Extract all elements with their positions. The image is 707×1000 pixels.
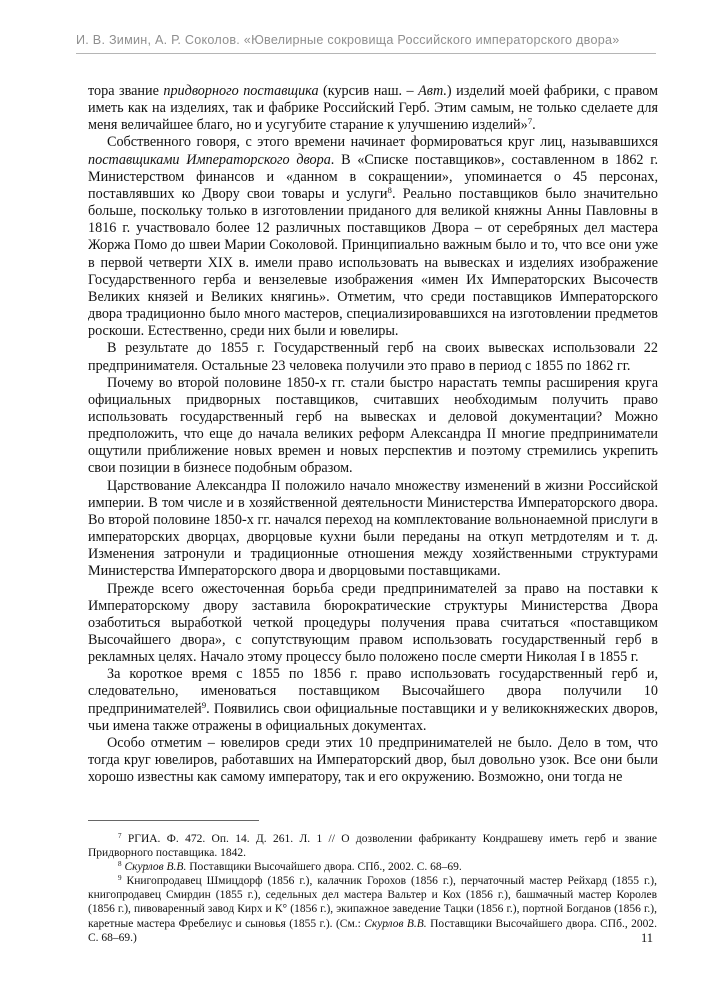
footnote-number: 9 (118, 874, 122, 883)
page-number: 11 (641, 931, 654, 945)
paragraph-6: Прежде всего ожесточенная борьба среди предпринимателей за право на поставки к Императорскому двору заставила бюрократические структуры Министерства Двора озаботиться выработкой четкой процедуры получения права считаться «поставщиком Высочайшего двора», с сопутствующим правом использовать государственный герб в рекламных целях. Начало этому процессу было положено после смерти Николая I в 1855 г. (88, 580, 658, 666)
text-run: . Появились свои официальные поставщики и у великокняжеских дворов, чьи имена также отражены в официальных документах. (88, 700, 658, 734)
footnote-text: Книгопродавец Шмицдорф (1856 г.), калачник Горохов (1856 г.), перчаточный мастер Рейхард (1855 г.), книгопродавец Смирдин (1855 г.), седельных дел мастера Вальтер и Кох (1856 г.), башмачный мастер Королев (1856 г.), пивоваренный завод Кирх и К° (1856 г.), экипажное заведение Тацки (1856 г.), портной Богданов (1856 г.), каретные мастера Фребелиус и сыновья (1855 г.). (См.: (88, 875, 657, 930)
footnote-number: 7 (118, 832, 122, 841)
paragraph-5: Царствование Александра II положило начало множеству изменений в жизни Российской империи. В том числе и в хозяйственной деятельности Министерства Императорского двора. Во второй половине 1850-х гг. начался переход на комплектование вольнонаемной прислуги в императорских дворцах, дворцовые кухни были переданы на откуп метрдотелям и т. д. Изменения затронули и традиционные отношения между хозяйственными структурами Министерства Императорского двора и дворцовыми поставщиками. (88, 477, 658, 580)
footnote-ref-7[interactable]: 7 (527, 116, 533, 127)
footnote-author: Скурлов В.В. (364, 917, 427, 930)
text-run: . В «Списке поставщиков», составленном в 1862 г. Министерством финансов и «данном в сокращении», упоминается о 45 персонах, поставлявших ко Двору свои товары и услуги (88, 151, 659, 202)
footnote-number: 8 (118, 860, 122, 869)
footnote-text: Поставщики Высочайшего двора. СПб., 2002. С. 68–69.) (88, 917, 658, 944)
text-run: . (532, 117, 536, 134)
footnote-ref-8[interactable]: 8 (387, 185, 392, 196)
text-run: . Реально поставщиков было значительно больше, поскольку только в изготовлении приданого для великой княжны Анны Павловны в 1816 г. участвовало более 12 различных поставщиков Двора – от серебряных дел мастера Жоржа Помо до швеи Марии Соколовой. Принципиально важным было и то, что все они уже в первой четверти XIX в. имели право использовать на вывесках и изделиях изображение Государственного герба и вензелевые изображения «имен Их Императорских Высочеств Великих князей и Великих княгинь». Отметим, что среди поставщиков Императорского двора традиционно было много мастеров, специализировавшихся на изготовлении предметов роскоши. Естественно, среди них были и ювелиры. (88, 185, 658, 340)
paragraph-1 (88, 83, 658, 134)
footnote-8 (88, 860, 657, 874)
text-run: Собственного говоря, с этого времени начинает формироваться круг лиц, называвшихся (107, 134, 658, 151)
text-run: тора звание (88, 83, 164, 99)
italic-term: поставщиками Императорского двора (88, 151, 331, 168)
italic-term: придворного поставщика (163, 83, 319, 99)
footnote-9 (88, 874, 657, 944)
footnote-7 (88, 832, 657, 860)
italic-author-note: Авт. (418, 83, 447, 99)
footnote-text: Поставщики Высочайшего двора. СПб., 2002. С. 68–69. (186, 861, 462, 874)
header-rule (76, 53, 656, 54)
text-run: (курсив наш. – (318, 83, 419, 99)
text-run: За короткое время с 1855 по 1856 г. право использовать государственный герб и, следовательно, именоваться поставщиком Высочайшего двора получили 10 предпринимателей (88, 666, 658, 717)
main-text (88, 83, 658, 786)
paragraph-2 (88, 134, 658, 340)
footnote-author: Скурлов В.В. (124, 861, 187, 874)
footnote-text: РГИА. Ф. 472. Оп. 14. Д. 261. Л. 1 // О дозволении фабриканту Кондрашеву иметь герб и звание Придворного поставщика. 1842. (88, 833, 657, 860)
text-run: ) изделий моей фабрики, с правом иметь как на изделиях, так и фабрике Российский Герб. Этим самым, не только сделаете для меня величайшее благо, но и усугубите старание к улучшению изделий» (88, 83, 658, 134)
footnotes (88, 832, 657, 945)
paragraph-7 (88, 666, 658, 735)
paragraph-3: В результате до 1855 г. Государственный герб на своих вывесках использовали 22 предпринимателя. Остальные 23 человека получили это право в период с 1855 по 1862 гг. (88, 340, 658, 374)
paragraph-4: Почему во второй половине 1850-х гг. стали быстро нарастать темпы расширения круга официальных придворных поставщиков, считавших необходимым получить право использовать государственный герб на вывесках и деловой документации? Можно предположить, что еще до начала великих реформ Александра II многие предприниматели ощутили приближение новых времен и новых перспектив и поэтому стремились укрепить свои позиции в бизнесе подобным образом. (88, 374, 658, 477)
running-header: И. В. Зимин, А. Р. Соколов. «Ювелирные сокровища Российского императорского двора» (76, 33, 620, 47)
paragraph-8: Особо отметим – ювелиров среди этих 10 предпринимателей не было. Дело в том, что тогда круг ювелиров, работавших на Императорский двор, был довольно узок. Все они были хорошо известны как самому императору, так и его окружению. Возможно, они тогда не (88, 734, 658, 786)
footnote-rule (88, 820, 259, 821)
footnote-ref-9[interactable]: 9 (201, 699, 207, 710)
